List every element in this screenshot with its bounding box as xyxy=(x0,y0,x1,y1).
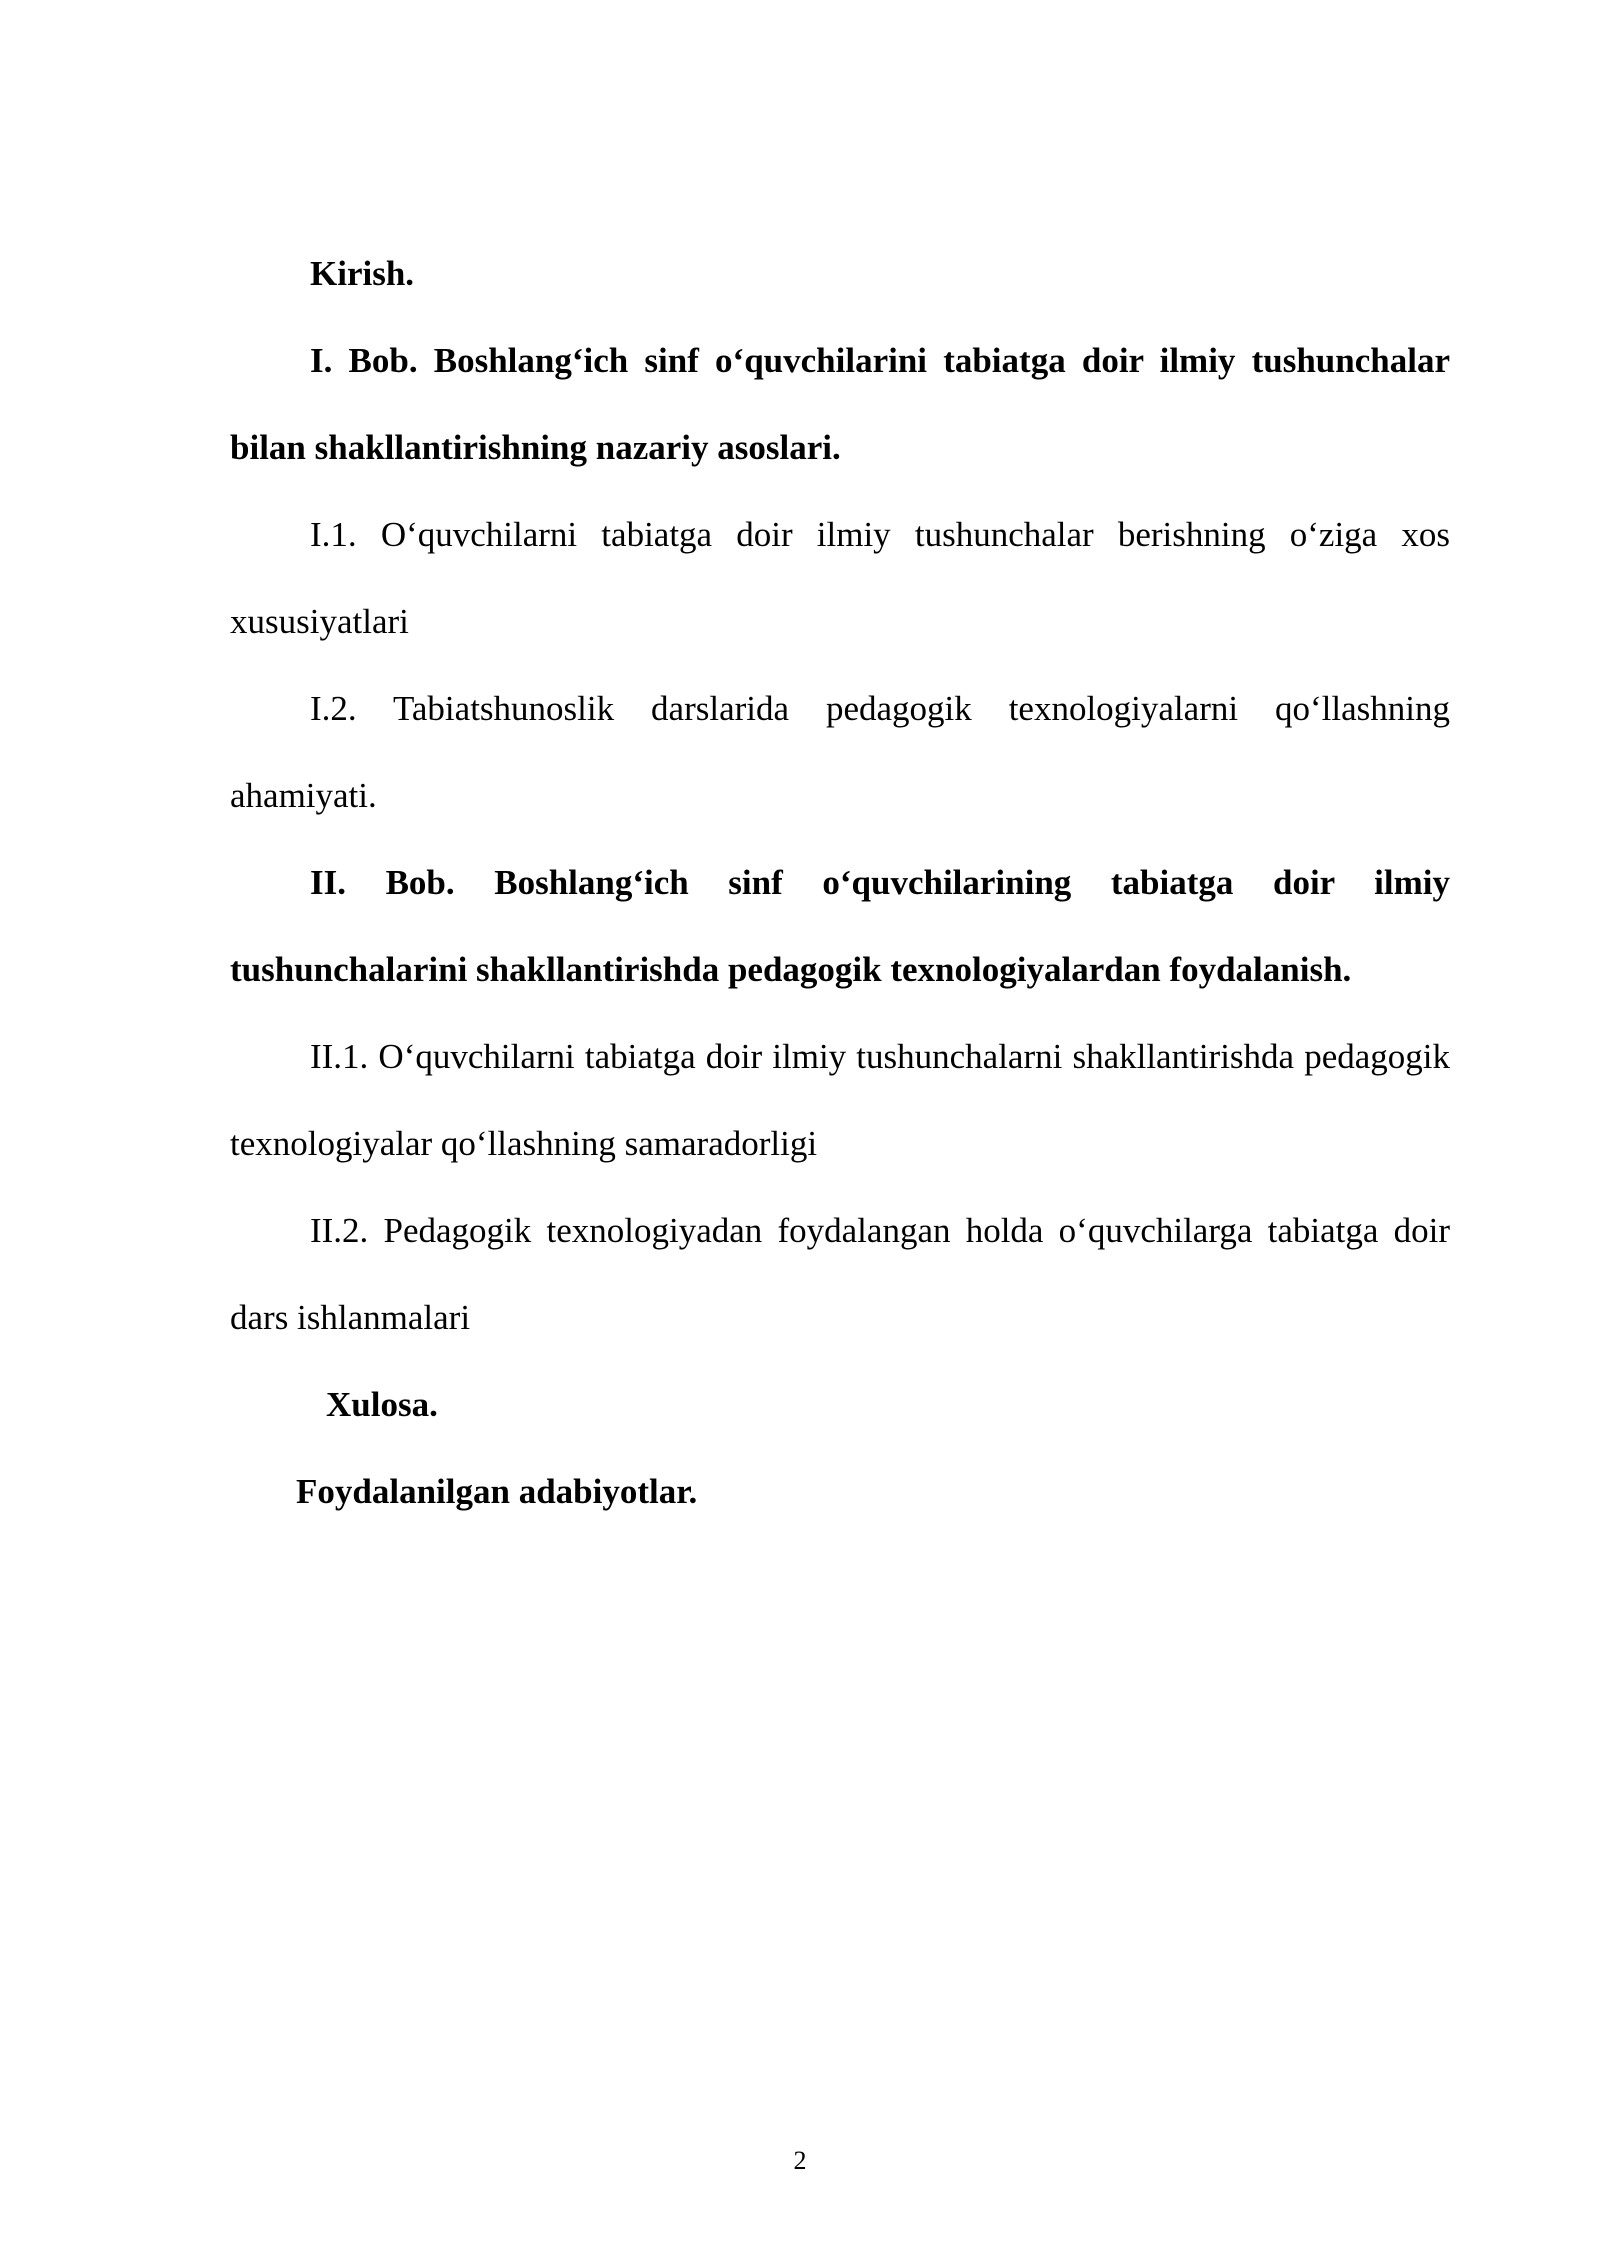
toc-conclusion: Xulosa. xyxy=(326,1385,438,1424)
toc-section-2-1: II.1. O‘quvchilarni tabiatga doir ilmiy tushunchalarni shakllantirishda pedagogik texnologiyalar qo‘llashning samaradorligi xyxy=(230,1037,1450,1163)
page-number: 2 xyxy=(793,2146,807,2175)
toc-introduction: Kirish. xyxy=(310,254,415,293)
toc-section-1-2: I.2. Tabiatshunoslik darslarida pedagogik texnologiyalarni qo‘llashning ahamiyati. xyxy=(230,689,1450,815)
toc-chapter-1: I. Bob. Boshlang‘ich sinf o‘quvchilarini tabiatga doir ilmiy tushunchalar bilan shakllantirishning nazariy asoslari. xyxy=(230,341,1450,467)
toc-section-1-1: I.1. O‘quvchilarni tabiatga doir ilmiy tushunchalar berishning o‘ziga xos xususiyatlari xyxy=(230,515,1450,641)
toc-references: Foydalanilgan adabiyotlar. xyxy=(296,1472,698,1511)
toc-chapter-2: II. Bob. Boshlang‘ich sinf o‘quvchilarining tabiatga doir ilmiy tushunchalarini shakllantirishda pedagogik texnologiyalardan foydalanish. xyxy=(230,863,1450,989)
toc-section-2-2: II.2. Pedagogik texnologiyadan foydalangan holda o‘quvchilarga tabiatga doir dars ishlanmalari xyxy=(230,1211,1450,1337)
table-of-contents xyxy=(230,230,1450,1535)
